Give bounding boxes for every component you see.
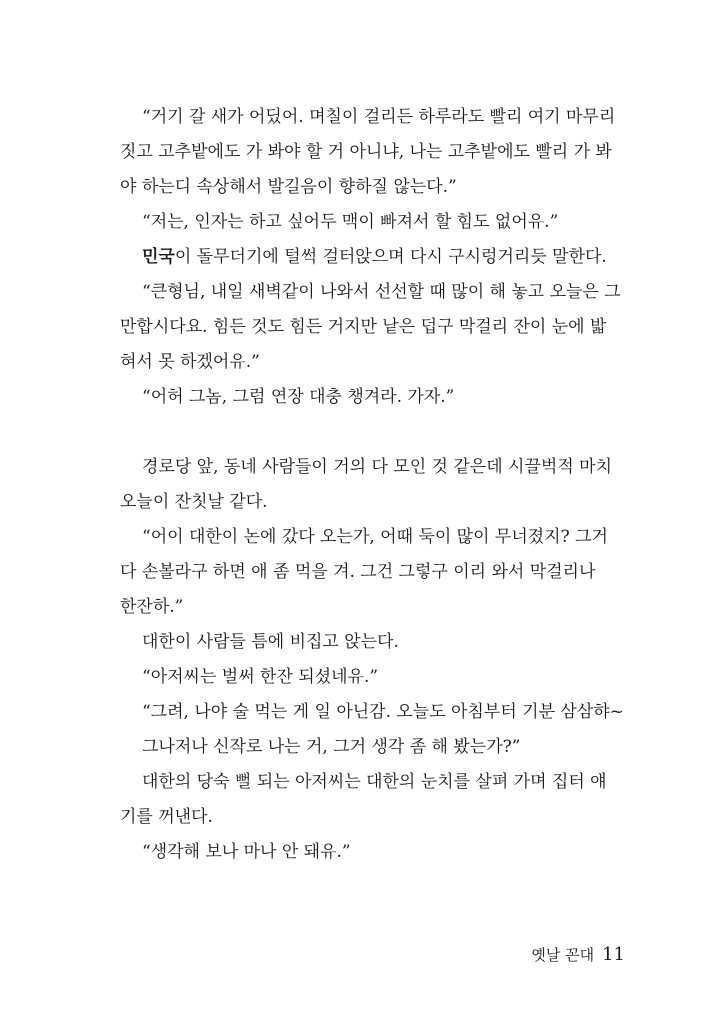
text-line: 한잔하.” <box>120 597 184 617</box>
text-line: 그나저나 신작로 나는 거, 그거 생각 좀 해 봤는가?” <box>142 737 521 757</box>
text-line <box>120 240 625 275</box>
paragraph-9 <box>120 660 625 695</box>
text-line: “어이 대한이 논에 갔다 오는가, 어때 둑이 많이 무너졌지? 그거 <box>142 527 608 547</box>
text-line: “그려, 나야 술 먹는 게 일 아닌감. 오늘도 아침부터 기분 삼삼햐~ <box>142 702 624 722</box>
paragraph-3 <box>120 240 625 275</box>
text-line: 혀서 못 하겠어유.” <box>120 352 260 372</box>
page-footer <box>531 944 625 965</box>
text-line: “큰형님, 내일 새벽같이 나와서 선선할 때 많이 해 놓고 오늘은 그 <box>142 282 621 302</box>
text-line: 야 하는디 속상해서 발길음이 향하질 않는다.” <box>120 177 457 197</box>
paragraph-1 <box>120 100 625 205</box>
text-line: “생각해 보나 마나 안 돼유.” <box>142 842 351 862</box>
paragraph-5 <box>120 380 625 415</box>
paragraph-12 <box>120 835 625 870</box>
paragraph-2 <box>120 205 625 240</box>
text-line: “아저씨는 벌써 한잔 되셨네유.” <box>142 667 379 687</box>
text-line: 짓고 고추밭에도 가 봐야 할 거 아니냐, 나는 고추밭에도 빨리 가 봐 <box>120 142 612 162</box>
text-line: 오늘이 잔칫날 같다. <box>120 492 268 512</box>
page-number: 11 <box>602 944 625 965</box>
paragraph-6 <box>120 450 625 520</box>
paragraph-7 <box>120 520 625 625</box>
text-line: 기를 꺼낸다. <box>120 807 213 827</box>
text-line: 만합시다요. 힘든 것도 힘든 거지만 낱은 덥구 막걸리 잔이 눈에 밟 <box>120 317 607 337</box>
paragraph-11 <box>120 765 625 835</box>
speaker-name: 민국 <box>142 247 175 267</box>
paragraph-4 <box>120 275 625 380</box>
text-line: 경로당 앞, 동네 사람들이 거의 다 모인 것 같은데 시끌벅적 마치 <box>142 457 612 477</box>
text-line: 다 손볼라구 하면 애 좀 먹을 겨. 그건 그렇구 이리 와서 막걸리나 <box>120 562 596 582</box>
text-line: “어허 그놈, 그럼 연장 대충 챙겨라. 가자.” <box>142 387 455 407</box>
running-title: 옛날 꼰대 <box>531 946 595 964</box>
paragraph-8 <box>120 625 625 660</box>
text-fragment: 이 돌무더기에 털썩 걸터앉으며 다시 구시렁거리듯 말한다. <box>174 247 607 267</box>
text-line: “저는, 인자는 하고 싶어두 맥이 빠져서 할 힘도 없어유.” <box>142 212 559 232</box>
paragraph-10 <box>120 695 625 765</box>
text-line: 대한이 사람들 틈에 비집고 앉는다. <box>142 632 399 652</box>
text-line: “거기 갈 새가 어딨어. 며칠이 걸리든 하루라도 빨리 여기 마무리 <box>142 107 616 127</box>
text-line: 대한의 당숙 뻘 되는 아저씨는 대한의 눈치를 살펴 가며 집터 얘 <box>142 772 607 792</box>
